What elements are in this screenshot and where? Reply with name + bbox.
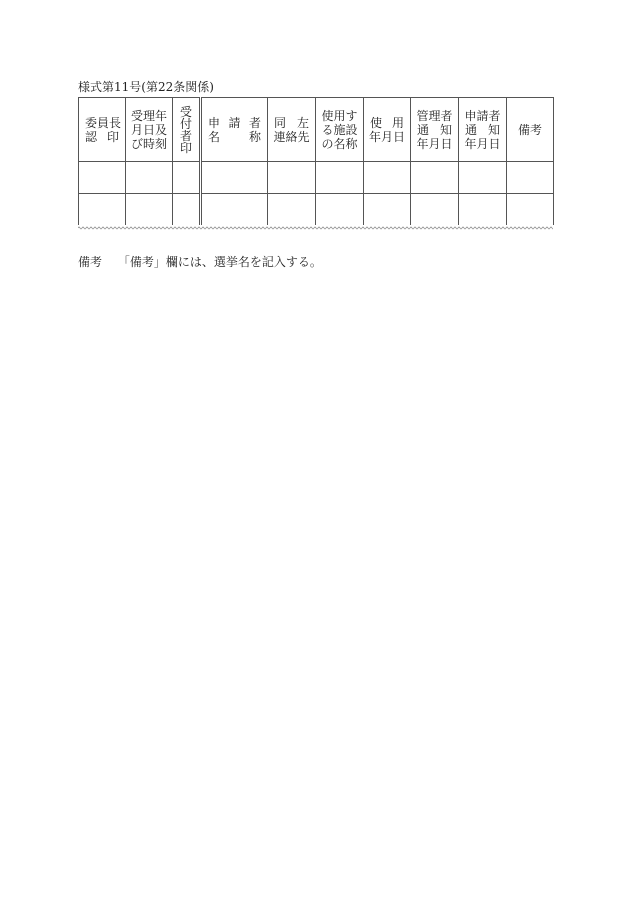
table-cell[interactable]: [411, 162, 459, 194]
note-label: 備考: [78, 255, 103, 269]
table-row: [79, 162, 554, 194]
header-applicant-name: 申 請 者 名 称: [201, 98, 268, 162]
remarks-note: [78, 253, 322, 270]
table-cell[interactable]: [364, 162, 411, 194]
header-use-date: 使 用 年月日: [364, 98, 411, 162]
header-row: [79, 98, 554, 162]
table-cell[interactable]: [507, 162, 554, 194]
table-cell[interactable]: [79, 194, 126, 226]
table-cell[interactable]: [173, 194, 201, 226]
note-text: 「備考」欄には、選挙名を記入する。: [117, 255, 322, 269]
form-title: 様式第11号(第22条関係): [78, 80, 214, 94]
table-cell[interactable]: [364, 194, 411, 226]
table-cell[interactable]: [201, 194, 268, 226]
application-table: [78, 97, 554, 225]
table-cell[interactable]: [411, 194, 459, 226]
table-cell[interactable]: [201, 162, 268, 194]
table-cell[interactable]: [459, 194, 507, 226]
header-applicant-notice-date: 申請者 通 知 年月日: [459, 98, 507, 162]
header-receiver-seal: 受 付 者 印: [173, 98, 201, 162]
table-cell[interactable]: [126, 194, 173, 226]
header-manager-notice-date: 管理者 通 知 年月日: [411, 98, 459, 162]
table-continuation-wave: [78, 226, 553, 230]
header-received-datetime: 受理年 月日及 び時刻: [126, 98, 173, 162]
table-cell[interactable]: [459, 162, 507, 194]
table-cell[interactable]: [126, 162, 173, 194]
header-facility-name: 使用す る施設 の名称: [316, 98, 364, 162]
table-cell[interactable]: [79, 162, 126, 194]
header-contact: 同 左 連絡先: [268, 98, 316, 162]
table-cell[interactable]: [173, 162, 201, 194]
table-cell[interactable]: [316, 194, 364, 226]
table-row: [79, 194, 554, 226]
table-cell[interactable]: [316, 162, 364, 194]
table-cell[interactable]: [268, 162, 316, 194]
header-committee-chair-seal: 委 員 長 認 印: [79, 98, 126, 162]
header-remarks: 備考: [507, 98, 554, 162]
table-cell[interactable]: [268, 194, 316, 226]
table-cell[interactable]: [507, 194, 554, 226]
